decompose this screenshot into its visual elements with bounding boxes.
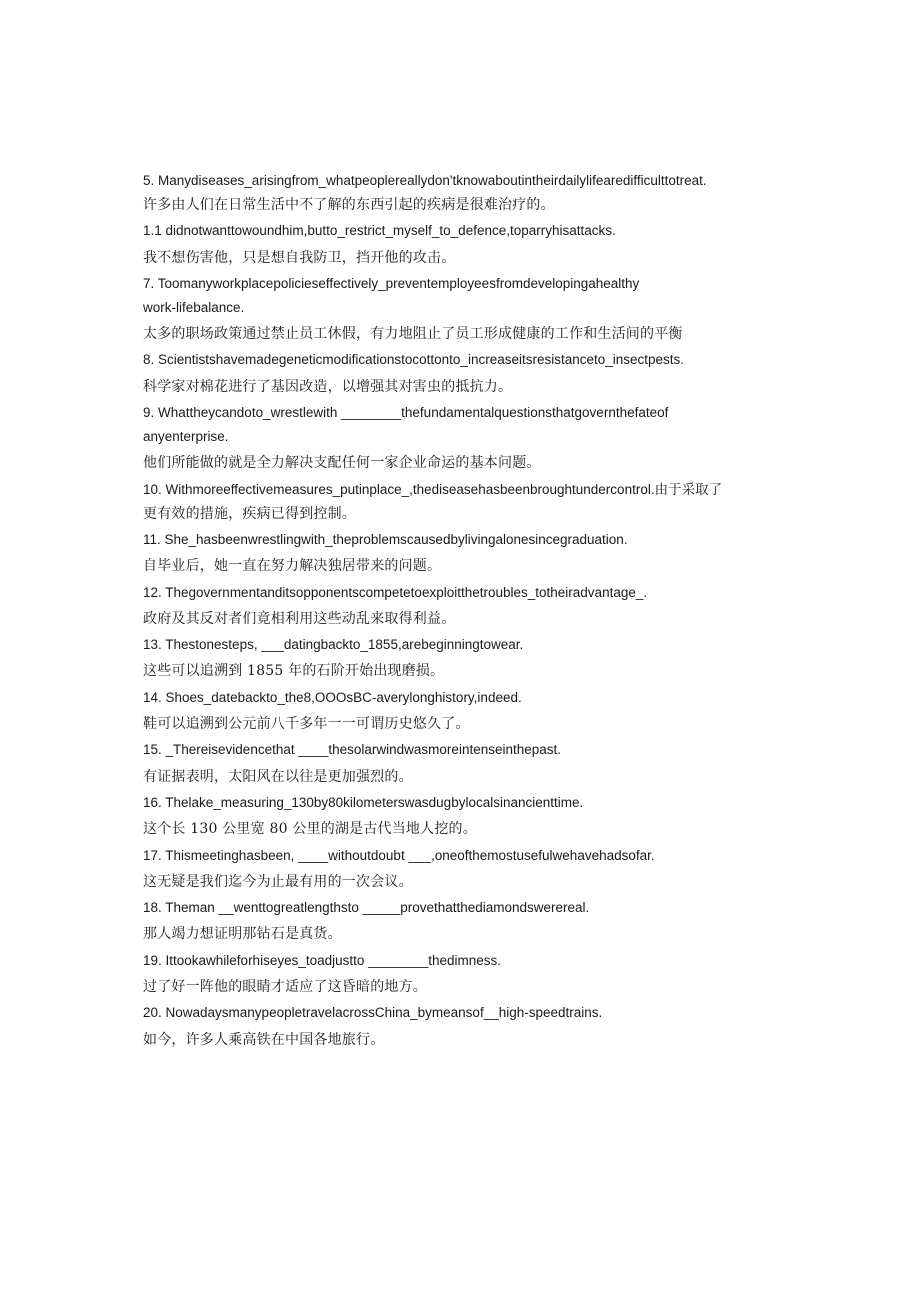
sentence-16-en: 16. Thelake_measuring_130by80kilometerswasdugbylocalsinancienttime. <box>143 794 584 810</box>
sentence-5-en: 5. Manydiseases_arisingfrom_whatpeoplereallydon'tknowaboutintheirdailylifearedifficulttotreat. <box>143 173 707 188</box>
sentence-8-zh: 科学家对棉花进行了基因改造，以增强其对害虫的抵抗力。 <box>143 378 513 395</box>
exercise-list <box>143 170 783 1055</box>
sentence-15-en: 15. _Thereisevidencethat ____thesolarwindwasmoreintenseinthepast. <box>143 742 562 758</box>
sentence-10-en: 10. Withmoreeffectivemeasures_putinplace_,thediseasehasbeenbroughtundercontrol.由于采取了 <box>143 481 723 497</box>
sentence-5-zh: 许多由人们在日常生活中不了解的东西引起的疾病是很难治疗的。 <box>143 197 555 213</box>
sentence-17-en: 17. Thismeetinghasbeen, ____withoutdoubt ___,oneofthemostusefulwehavehadsofar. <box>143 847 655 863</box>
sentence-9-zh: 他们所能做的就是全力解决支配任何一家企业命运的基本问题。 <box>143 455 541 472</box>
sentence-13-zh: 这些可以追溯到 1855 年的石阶开始出现磨损。 <box>143 663 445 680</box>
sentence-17-zh: 这无疑是我们迄今为止最有用的一次会议。 <box>143 873 413 890</box>
sentence-6-en: 1.1 didnotwanttowoundhim,butto_restrict_myself_to_defence,toparryhisattacks. <box>143 223 616 239</box>
sentence-18-en: 18. Theman __wenttogreatlengthsto _____provethatthediamondswerereal. <box>143 900 590 916</box>
sentence-19-zh: 过了好一阵他的眼睛才适应了这昏暗的地方。 <box>143 979 427 996</box>
sentence-13-en: 13. Thestonesteps, ___datingbackto_1855,arebeginningtowear. <box>143 637 524 653</box>
sentence-11-zh: 自毕业后，她一直在努力解决独居带来的问题。 <box>143 558 442 575</box>
sentence-11-en: 11. She_hasbeenwrestlingwith_theproblemscausedbylivingalonesincegraduation. <box>143 531 628 547</box>
sentence-18-zh: 那人竭力想证明那钻石是真货。 <box>143 926 342 943</box>
sentence-8-en: 8. Scientistshavemadegeneticmodificationstocottonto_increaseitsresistanceto_insectpests. <box>143 352 685 368</box>
sentence-15-zh: 有证据表明，太阳风在以往是更加强烈的。 <box>143 768 413 785</box>
sentence-9-en-cont: anyenterprise. <box>143 429 229 445</box>
sentence-16-zh: 这个长 130 公里宽 80 公里的湖是古代当地人挖的。 <box>143 821 477 838</box>
sentence-7-en: 7. Toomanyworkplacepolicieseffectively_preventemployeesfromdevelopingahealthy <box>143 275 640 291</box>
sentence-12-zh: 政府及其反对者们竟相利用这些动乱来取得利益。 <box>143 610 456 627</box>
sentence-20-en: 20. NowadaysmanypeopletravelacrossChina_bymeansof__high-speedtrains. <box>143 1005 603 1021</box>
sentence-9-en: 9. Whattheycandoto_wrestlewith ________thefundamentalquestionsthatgovernthefateof <box>143 405 669 421</box>
sentence-10-zh: 更有效的措施，疾病已得到控制。 <box>143 505 356 522</box>
sentence-14-en: 14. Shoes_datebackto_the8,OOOsBC-averylonghistory,indeed. <box>143 689 522 705</box>
sentence-20-zh: 如今，许多人乘高铁在中国各地旅行。 <box>143 1031 385 1048</box>
sentence-12-en: 12. Thegovernmentanditsopponentscompetetoexploitthetroubles_totheiradvantage_. <box>143 584 648 600</box>
sentence-7-zh: 太多的职场政策通过禁止员工休假，有力地阻止了员工形成健康的工作和生活间的平衡 <box>143 326 683 343</box>
sentence-14-zh: 鞋可以追溯到公元前八千多年一一可谓历史悠久了。 <box>143 716 470 733</box>
sentence-7-en-cont: work-lifebalance. <box>143 299 245 315</box>
sentence-19-en: 19. Ittookawhileforhiseyes_toadjustto ________thedimness. <box>143 952 501 968</box>
sentence-6-zh: 我不想伤害他，只是想自我防卫，挡开他的攻击。 <box>143 249 456 266</box>
